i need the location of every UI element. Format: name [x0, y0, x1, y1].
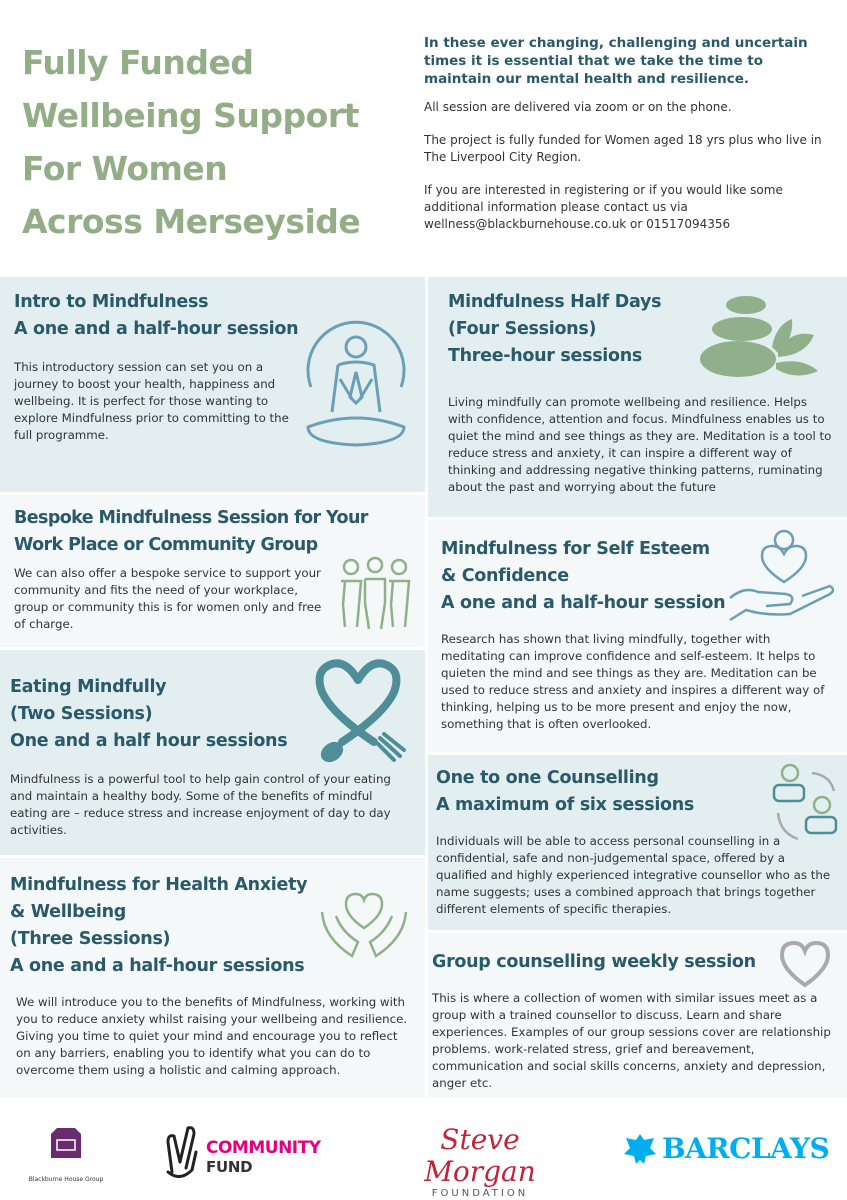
steve-morgan-logo[interactable] [390, 1124, 570, 1199]
barclays-name: BARCLAYS [662, 1132, 830, 1165]
panel-heading: One to one Counselling A maximum of six sessions [436, 768, 695, 815]
intro-delivery: All session are delivered via zoom or on the phone. [424, 100, 732, 114]
intro-lead: In these ever changing, challenging and uncertain times it is essential that we take the time to maintain our mental health and resilience. [424, 35, 808, 87]
panel-heading: Intro to Mindfulness A one and a half-hour session [14, 292, 299, 339]
blackburne-house-label: Blackburne House Group [28, 1176, 104, 1183]
people-group-icon [335, 555, 415, 635]
panel-intro-mindfulness [0, 277, 425, 492]
panel-heading: Bespoke Mindfulness Session for Your Work Place or Community Group [14, 508, 368, 555]
panel-body: We can also offer a bespoke service to support your community and fits the need of your workplace, group or community this is for women only and free of charge. [14, 566, 322, 631]
crossed-fingers-icon [158, 1122, 204, 1182]
community-fund-line1: COMMUNITY [206, 1138, 321, 1158]
counselling-people-icon [768, 761, 842, 849]
panel-self-esteem [428, 520, 847, 752]
panel-eating-mindfully [0, 650, 425, 855]
heart-outline-icon [778, 939, 832, 989]
community-fund-logo[interactable] [158, 1122, 328, 1182]
panel-body: Mindfulness is a powerful tool to help gain control of your eating and maintain a healthy body. Some of the benefits of mindful eating are – reduce stress and increase enjoyment of day to day activities. [10, 772, 391, 837]
heart-hand-icon [726, 524, 838, 628]
page-title: Fully Funded Wellbeing Support For Women Across Merseyside [22, 43, 361, 241]
panel-body: Living mindfully can promote wellbeing and resilience. Helps with confidence, attention and focus. Mindfulness enables us to quiet the mind and see things as they are. Meditation is a tool to reduce stress and anxiety, it can inspire a different way of thinking and addressing negative thinking patterns, ruminating about the past and worrying about the future [448, 395, 832, 494]
meditation-icon [296, 317, 416, 457]
panel-heading: Mindfulness for Self Esteem & Confidence A one and a half-hour session [441, 539, 726, 613]
panel-body: Individuals will be able to access personal counselling in a confidential, safe and non-judgemental space, offered by a qualified and highly experienced integrative counsellor who as the name suggests; uses a combined approach that brings together different elements of specific therapies. [436, 834, 831, 916]
panel-heading: Mindfulness for Health Anxiety & Wellbeing (Three Sessions) A one and a half-hour sessions [10, 875, 308, 976]
blackburne-house-mark-icon [43, 1120, 89, 1166]
steve-morgan-name: Steve Morgan [424, 1123, 536, 1188]
steve-morgan-sub: FOUNDATION [431, 1188, 529, 1199]
community-fund-line2: FUND [206, 1158, 253, 1176]
intro-contact: If you are interested in registering or if you would like some additional information please contact us via wellness@blackburnehouse.co.uk or 01517094356 [424, 183, 783, 231]
panel-body: We will introduce you to the benefits of Mindfulness, working with you to reduce anxiety whilst raising your wellbeing and resilience. Giving you time to quiet your mind and encourage you to reflect on any barriers, enabling you to identify what you can do to overcome them using a holistic and calming approach. [16, 995, 408, 1077]
panel-half-days [428, 277, 847, 517]
barclays-logo[interactable] [622, 1130, 830, 1170]
panel-body: Research has shown that living mindfully, together with meditating can improve confidence and self-esteem. It helps to quieten the mind and see things as they are. Meditation can be used to reduce stress and anxiety and inspires a different way of thinking, helping us to be more present and enjoy the now, something that is often overlooked. [441, 632, 825, 731]
panel-body: This introductory session can set you on a journey to boost your health, happiness and wellbeing. It is perfect for those wanting to explore Mindfulness prior to committing to the full programme. [14, 360, 289, 442]
stones-leaves-icon [698, 289, 823, 384]
heart-fork-spoon-icon [308, 656, 408, 768]
panel-group-counselling [428, 933, 847, 1098]
blackburne-house-logo[interactable] [16, 1120, 116, 1183]
intro-block [424, 34, 824, 249]
panel-heading: Group counselling weekly session [432, 952, 756, 972]
panel-body: This is where a collection of women with similar issues meet as a group with a trained counsellor to discuss. Learn and share experiences. Examples of our group sessions cover are relationship problems. work-related stress, grief and bereavement, communication and social skills concerns, anxiety and depression, anger etc. [432, 991, 831, 1090]
sponsor-footer [0, 1100, 847, 1200]
panel-bespoke [0, 495, 425, 647]
panel-heading: Eating Mindfully (Two Sessions) One and a half hour sessions [10, 677, 288, 751]
panel-one-to-one [428, 755, 847, 930]
panel-health-anxiety [0, 858, 425, 1098]
eagle-icon [622, 1130, 658, 1168]
heart-hands-icon [318, 882, 410, 964]
intro-eligibility: The project is fully funded for Women aged 18 yrs plus who live in The Liverpool City Region. [424, 133, 822, 164]
panel-heading: Mindfulness Half Days (Four Sessions) Three-hour sessions [448, 292, 662, 366]
